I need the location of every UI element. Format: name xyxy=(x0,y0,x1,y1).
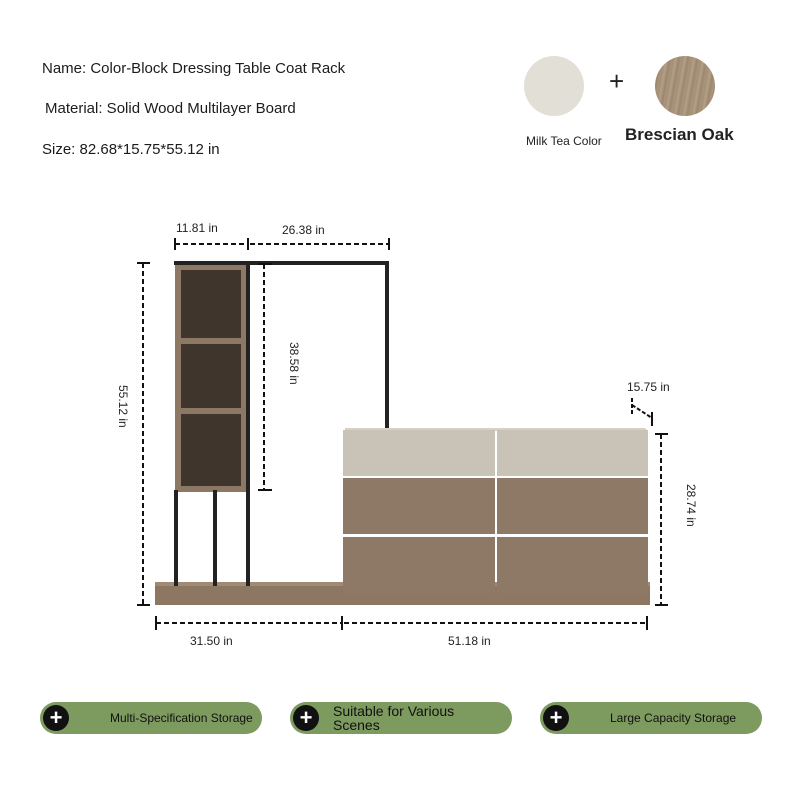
rack-height-label: 38.58 in xyxy=(287,342,301,385)
feature-pill-capacity[interactable] xyxy=(540,702,762,734)
shelf-compartment-1 xyxy=(181,270,241,338)
rack-post-right xyxy=(385,261,389,433)
plus-circle-icon: + xyxy=(293,705,319,731)
shelf-compartment-2 xyxy=(181,344,241,408)
brescian-oak-label: Brescian Oak xyxy=(625,125,734,144)
feature-label: Multi-Specification Storage xyxy=(110,711,253,725)
shelf-leg-3 xyxy=(246,490,250,586)
dresser-mid-drawer-right xyxy=(497,478,648,534)
feature-label: Large Capacity Storage xyxy=(610,711,737,725)
dresser-top-drawer-left xyxy=(343,430,495,476)
rack-top-bar xyxy=(174,261,389,265)
shelf-width-label: 11.81 in xyxy=(176,221,218,235)
feature-pill-storage[interactable] xyxy=(40,702,262,734)
product-material: Material: Solid Wood Multilayer Board xyxy=(45,100,296,117)
shelf-leg-2 xyxy=(213,490,217,586)
plus-symbol: + xyxy=(609,66,625,96)
product-size: Size: 82.68*15.75*55.12 in xyxy=(42,141,220,158)
dresser-bottom-drawer-left xyxy=(343,537,495,593)
plus-circle-icon: + xyxy=(543,705,569,731)
plus-circle-icon: + xyxy=(43,705,69,731)
right-base-label: 51.18 in xyxy=(448,634,491,648)
feature-label: Suitable for Various Scenes xyxy=(333,703,455,733)
rack-post-left xyxy=(246,262,250,492)
rack-width-label: 26.38 in xyxy=(282,223,325,237)
feature-pill-scenes[interactable] xyxy=(290,702,512,734)
shelf-compartment-3 xyxy=(181,414,241,486)
dresser-mid-drawer-left xyxy=(343,478,495,534)
dresser-top-drawer-right xyxy=(497,430,648,476)
dresser-bottom-drawer-right xyxy=(497,537,648,593)
product-name: Name: Color-Block Dressing Table Coat Rack xyxy=(42,60,346,77)
dresser-depth-label: 15.75 in xyxy=(627,380,670,394)
total-height-label: 55.12 in xyxy=(116,385,130,428)
milk-tea-label: Milk Tea Color xyxy=(526,134,602,148)
dresser-height-label: 28.74 in xyxy=(684,484,698,527)
left-base-label: 31.50 in xyxy=(190,634,233,648)
shelf-leg-1 xyxy=(174,490,178,586)
